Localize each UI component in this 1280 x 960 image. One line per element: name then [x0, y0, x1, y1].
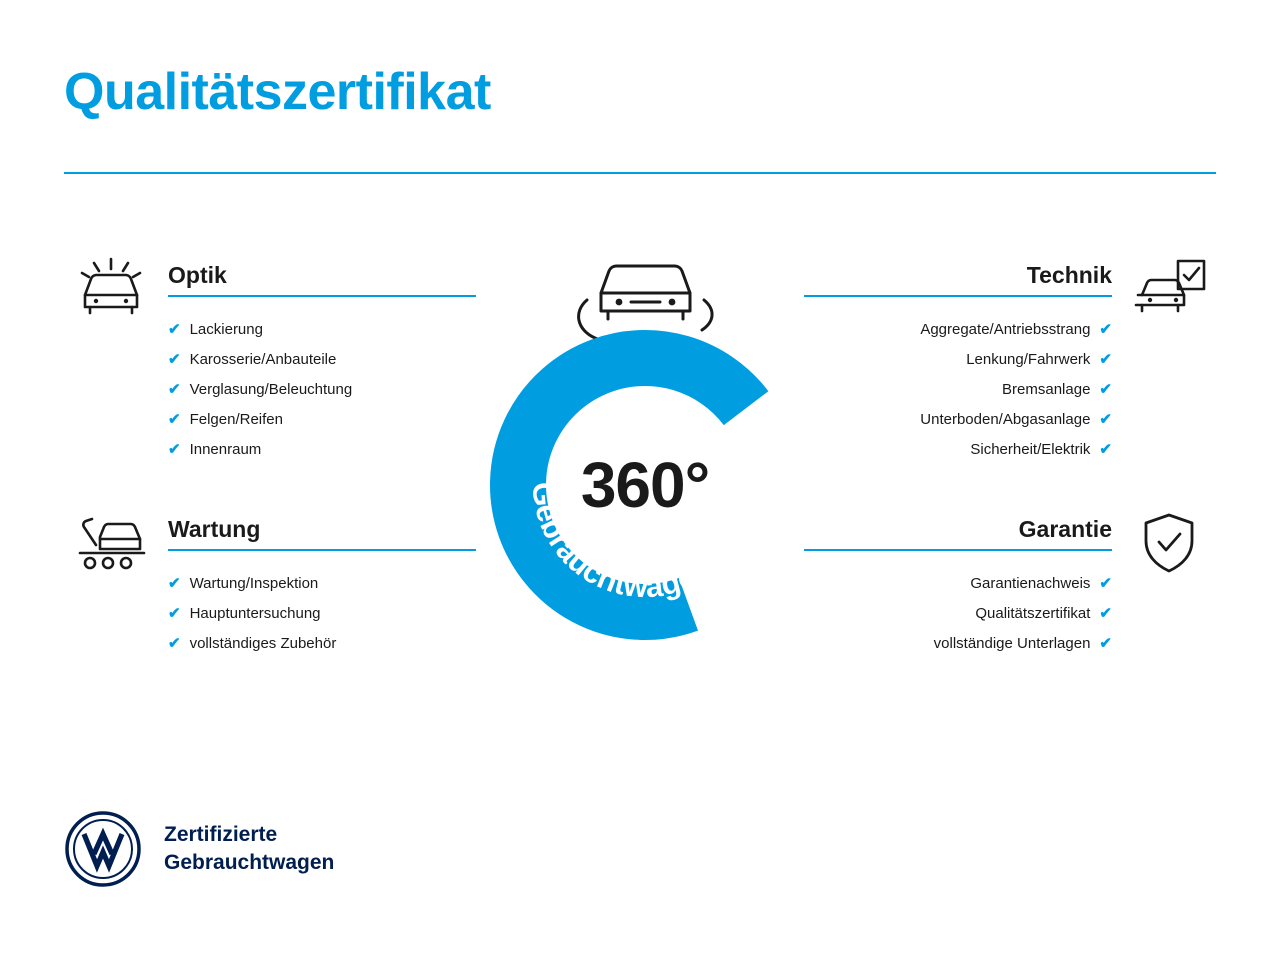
list-item-label: vollständige Unterlagen: [933, 635, 1091, 652]
footer-line-2: Gebrauchtwagen: [164, 851, 335, 874]
section-garantie-rule: [804, 549, 1112, 551]
page-title: Qualitätszertifikat: [64, 63, 491, 121]
section-technik-rule: [804, 295, 1112, 297]
list-item-label: Aggregate/Antriebsstrang: [920, 321, 1091, 338]
list-item: [168, 629, 484, 659]
left-column: [64, 255, 484, 659]
list-item-label: Unterboden/Abgasanlage: [920, 411, 1091, 428]
list-item-label: Karosserie/Anbauteile: [189, 351, 337, 368]
check-icon: ✔: [1099, 321, 1112, 338]
list-item: [168, 345, 484, 375]
list-item: [796, 599, 1112, 629]
check-icon: ✔: [1099, 575, 1112, 592]
list-item-label: Innenraum: [189, 441, 262, 458]
check-icon: ✔: [168, 381, 181, 398]
list-item: [168, 315, 484, 345]
section-garantie-title: Garantie: [1018, 516, 1112, 542]
right-column: [796, 255, 1216, 659]
section-optik: [64, 255, 484, 465]
check-icon: ✔: [1099, 381, 1112, 398]
degrees-label: 360°: [580, 449, 710, 521]
gebrauchtwagen-check-badge: [470, 245, 820, 645]
list-item: [796, 315, 1112, 345]
check-icon: ✔: [1099, 635, 1112, 652]
check-icon: ✔: [168, 411, 181, 428]
list-item: [168, 569, 484, 599]
list-item: [168, 435, 484, 465]
list-item-label: Bremsanlage: [1002, 381, 1091, 398]
check-ring: [480, 320, 810, 650]
section-wartung-rule: [168, 549, 476, 551]
section-wartung-list: [64, 569, 484, 659]
section-wartung: [64, 509, 484, 659]
section-technik-header: [796, 255, 1216, 301]
section-optik-list: [64, 315, 484, 465]
list-item-label: Verglasung/Beleuchtung: [189, 381, 353, 398]
car-wash-icon: [72, 255, 150, 325]
section-technik-list: [796, 315, 1216, 465]
section-optik-header: [64, 255, 484, 301]
list-item-label: Hauptuntersuchung: [189, 605, 321, 622]
section-technik-title: Technik: [1026, 262, 1112, 288]
list-item-label: Lenkung/Fahrwerk: [966, 351, 1091, 368]
check-icon: ✔: [168, 351, 181, 368]
check-icon: ✔: [168, 605, 181, 622]
vw-logo-icon: [64, 810, 142, 888]
section-technik: [796, 255, 1216, 465]
check-icon: ✔: [168, 441, 181, 458]
footer-text: [164, 821, 334, 878]
list-item: [796, 435, 1112, 465]
list-item-label: Qualitätszertifikat: [975, 605, 1091, 622]
section-wartung-title: Wartung: [168, 516, 261, 542]
section-optik-title: Optik: [168, 262, 227, 288]
footer-line-1: Zertifizierte: [164, 822, 278, 846]
check-icon: ✔: [168, 575, 181, 592]
check-icon: ✔: [168, 321, 181, 338]
section-garantie-header: [796, 509, 1216, 555]
check-icon: ✔: [1099, 605, 1112, 622]
shield-check-icon: [1130, 509, 1208, 579]
list-item-label: Wartung/Inspektion: [189, 575, 319, 592]
list-item: [796, 569, 1112, 599]
footer-brand: [64, 810, 334, 888]
check-icon: ✔: [168, 635, 181, 652]
list-item: [168, 599, 484, 629]
list-item: [168, 405, 484, 435]
list-item: [796, 345, 1112, 375]
list-item-label: Lackierung: [189, 321, 263, 338]
list-item: [796, 375, 1112, 405]
section-optik-rule: [168, 295, 476, 297]
list-item-label: Sicherheit/Elektrik: [970, 441, 1091, 458]
section-wartung-header: [64, 509, 484, 555]
car-check-clipboard-icon: [1130, 255, 1208, 325]
check-icon: ✔: [1099, 351, 1112, 368]
section-garantie: [796, 509, 1216, 659]
list-item-label: Garantienachweis: [970, 575, 1091, 592]
list-item-label: Felgen/Reifen: [189, 411, 283, 428]
check-icon: ✔: [1099, 441, 1112, 458]
title-divider: [64, 172, 1216, 174]
list-item-label: vollständiges Zubehör: [189, 635, 337, 652]
check-icon: ✔: [1099, 411, 1112, 428]
list-item: [796, 629, 1112, 659]
car-service-lift-icon: [72, 509, 150, 579]
list-item: [796, 405, 1112, 435]
section-garantie-list: [796, 569, 1216, 659]
list-item: [168, 375, 484, 405]
svg-text:Gebrauchtwagen-Check: Gebrauchtwagen-Check: [525, 480, 765, 605]
